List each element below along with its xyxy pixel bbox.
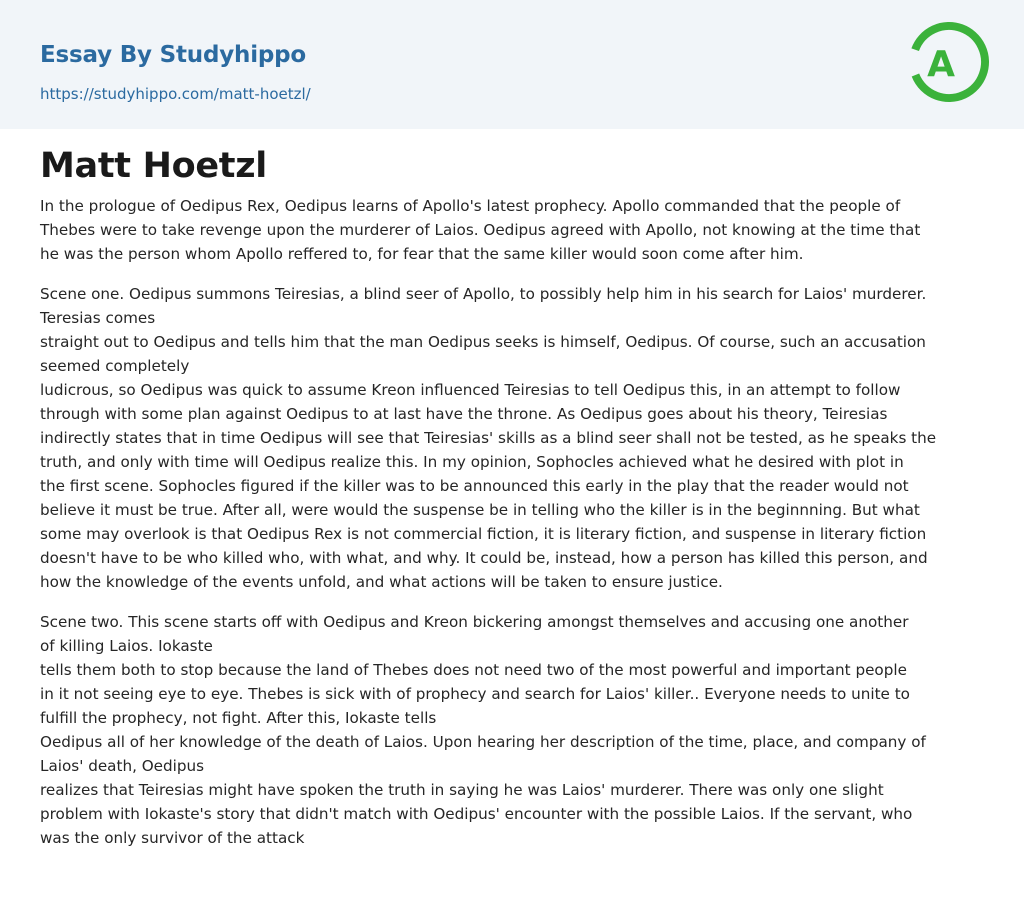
text-line: he was the person whom Apollo reffered to, for fear that the same killer would soon come after him. (40, 245, 804, 263)
text-line: indirectly states that in time Oedipus will see that Teiresias' skills as a blind seer shall not be tested, as he speaks the (40, 429, 937, 447)
text-line: doesn't have to be who killed who, with what, and why. It could be, instead, how a person has killed this person, and (40, 549, 928, 567)
text-line: Laios' death, Oedipus (40, 757, 205, 775)
text-line: Oedipus all of her knowledge of the death of Laios. Upon hearing her description of the time, place, and company of (40, 733, 926, 751)
text-line: fulfill the prophecy, not fight. After this, Iokaste tells (40, 709, 437, 727)
text-line: believe it must be true. After all, were would the suspense be in telling who the killer is in the beginnning. But what (40, 501, 920, 519)
text-line: how the knowledge of the events unfold, and what actions will be taken to ensure justice. (40, 573, 723, 591)
essay-paragraph (40, 610, 988, 850)
text-line: in it not seeing eye to eye. Thebes is sick with of prophecy and search for Laios' killer.. Everyone needs to unite to (40, 685, 910, 703)
site-brand-title[interactable]: Essay By Studyhippo (40, 42, 307, 68)
essay-url-link[interactable]: https://studyhippo.com/matt-hoetzl/ (40, 85, 311, 103)
text-line: was the only survivor of the attack (40, 829, 305, 847)
essay-title: Matt Hoetzl (40, 146, 267, 186)
essay-body (40, 194, 988, 866)
text-line: problem with Iokaste's story that didn't match with Oedipus' encounter with the possible Laios. If the servant, who (40, 805, 913, 823)
text-line: Scene one. Oedipus summons Teiresias, a blind seer of Apollo, to possibly help him in his search for Laios' murderer. (40, 285, 927, 303)
text-line: some may overlook is that Oedipus Rex is not commercial fiction, it is literary fiction, and suspense in literary fiction (40, 525, 927, 543)
site-header (0, 0, 1024, 129)
essay-paragraph (40, 282, 988, 594)
text-line: Teresias comes (40, 309, 156, 327)
essay-paragraph (40, 194, 988, 266)
text-line: Thebes were to take revenge upon the murderer of Laios. Oedipus agreed with Apollo, not knowing at the time that (40, 221, 921, 239)
text-line: seemed completely (40, 357, 190, 375)
text-line: the first scene. Sophocles figured if the killer was to be announced this early in the play that the reader would not (40, 477, 909, 495)
text-line: tells them both to stop because the land of Thebes does not need two of the most powerful and important people (40, 661, 907, 679)
studyhippo-logo-icon[interactable] (909, 18, 989, 106)
text-line: Scene two. This scene starts off with Oedipus and Kreon bickering amongst themselves and accusing one another (40, 613, 909, 631)
logo-letter: A (927, 44, 955, 85)
text-line: truth, and only with time will Oedipus realize this. In my opinion, Sophocles achieved what he desired with plot in (40, 453, 904, 471)
text-line: straight out to Oedipus and tells him that the man Oedipus seeks is himself, Oedipus. Of course, such an accusation (40, 333, 926, 351)
text-line: through with some plan against Oedipus to at last have the throne. As Oedipus goes about his theory, Teiresias (40, 405, 888, 423)
text-line: realizes that Teiresias might have spoken the truth in saying he was Laios' murderer. There was only one slight (40, 781, 884, 799)
text-line: ludicrous, so Oedipus was quick to assume Kreon influenced Teiresias to tell Oedipus this, in an attempt to follow (40, 381, 901, 399)
text-line: of killing Laios. Iokaste (40, 637, 213, 655)
text-line: In the prologue of Oedipus Rex, Oedipus learns of Apollo's latest prophecy. Apollo commanded that the people of (40, 197, 901, 215)
